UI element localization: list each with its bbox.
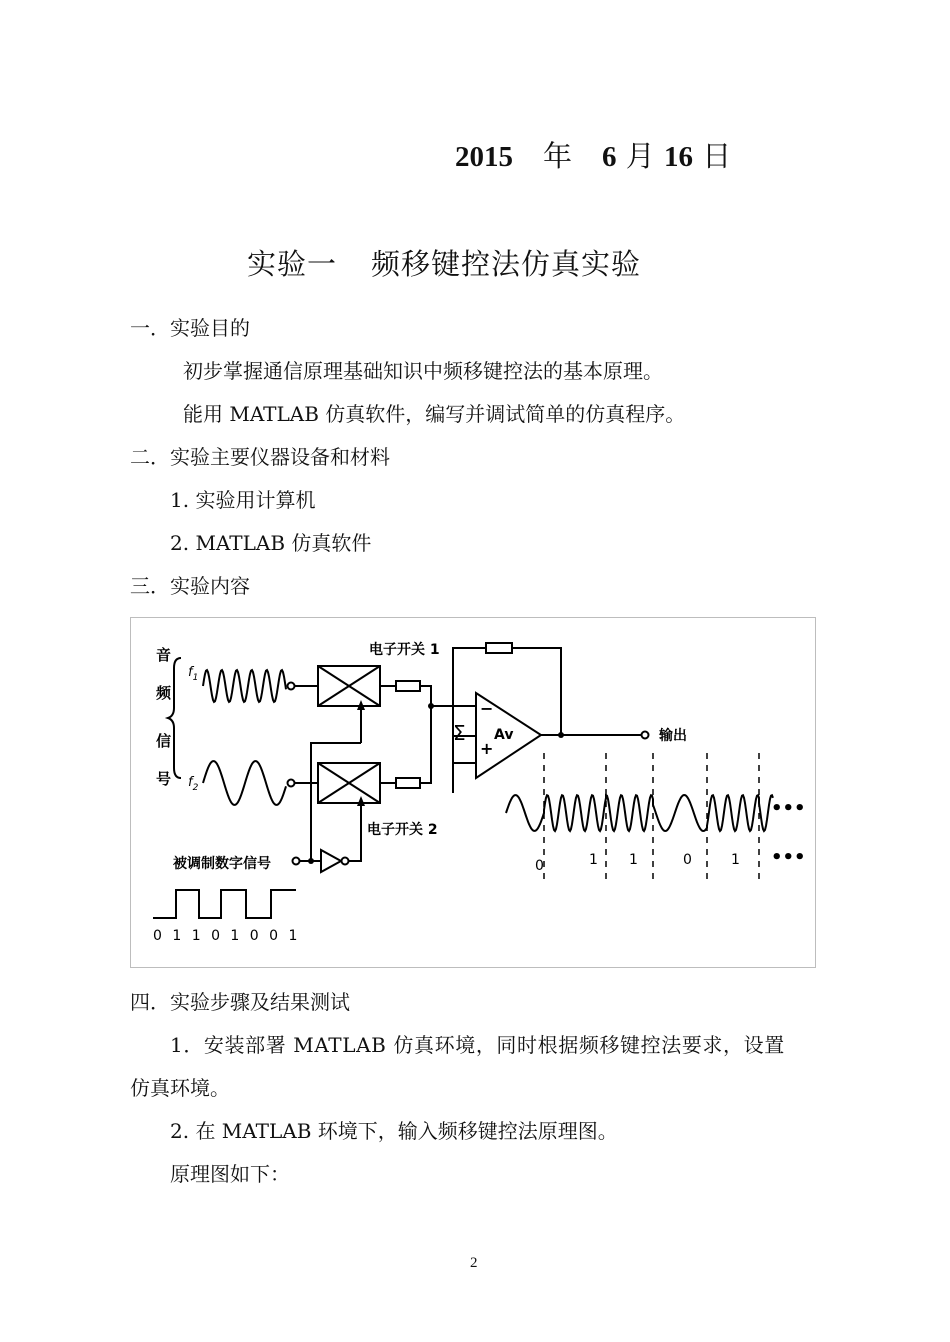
output-bit-3: 1 (629, 852, 638, 868)
fsk-schematic-svg (131, 618, 815, 967)
sigma-symbol: Σ (453, 721, 466, 745)
page-number: 2 (470, 1255, 478, 1271)
f1-terminal (288, 683, 295, 690)
title-part2: 频移键控法仿真实验 (371, 247, 642, 281)
output-label: 输出 (659, 728, 687, 744)
date-month: 6 (602, 141, 617, 173)
section1-line2: 能用 MATLAB 仿真软件，编写并调试简单的仿真程序。 (183, 402, 686, 426)
switch2-label: 电子开关 2 (367, 822, 438, 838)
section1-heading: 一．实验目的 (130, 316, 250, 340)
audio-label-4: 号 (156, 770, 172, 788)
output-terminal (642, 732, 649, 739)
f2-label: $f_2$ (188, 775, 199, 793)
section2-item1: 1. 实验用计算机 (170, 488, 316, 512)
section1-line1: 初步掌握通信原理基础知识中频移键控法的基本原理。 (183, 359, 663, 383)
digital-signal-label: 被调制数字信号 (173, 856, 271, 872)
opamp-gain-label: Av (494, 727, 514, 743)
digital-input-terminal (293, 858, 300, 865)
brace (168, 658, 181, 778)
audio-label-3: 信 (156, 732, 172, 750)
resistor2 (396, 778, 420, 788)
page-title (247, 242, 641, 283)
date-year-unit: 年 (543, 139, 573, 173)
switch1-label: 电子开关 1 (369, 642, 440, 658)
junction-output (558, 732, 564, 738)
section4-step2: 2. 在 MATLAB 环境下，输入频移键控法原理图。 (170, 1119, 618, 1143)
f2-terminal (288, 780, 295, 787)
output-bits-ellipsis: ••• (771, 847, 806, 868)
date-day: 16 (663, 141, 693, 173)
switch2-control-arrow (357, 796, 365, 806)
section4-step3: 原理图如下： (170, 1162, 290, 1186)
output-bit-5: 1 (731, 852, 740, 868)
output-wave-ellipsis: ••• (771, 798, 806, 819)
date-day-unit: 日 (702, 139, 732, 173)
date-month-unit: 月 (625, 139, 655, 173)
inverter-triangle (321, 850, 341, 872)
resistor2-out-wire (420, 706, 431, 783)
f2-waveform (203, 761, 286, 805)
f1-label: $f_1$ (188, 665, 199, 683)
audio-label-2: 频 (156, 684, 172, 702)
inverter-bubble (342, 858, 349, 865)
section2-item2: 2. MATLAB 仿真软件 (170, 531, 372, 555)
output-bit-1: 0 (535, 858, 544, 874)
opamp-plus: + (480, 739, 494, 758)
date-line (455, 134, 731, 175)
date-year: 2015 (455, 141, 513, 173)
audio-label-1: 音 (156, 646, 172, 664)
output-bit-2: 1 (589, 852, 598, 868)
fsk-output-waveform (506, 795, 773, 831)
section4-heading: 四．实验步骤及结果测试 (130, 990, 350, 1014)
f1-waveform (203, 670, 286, 702)
title-part1: 实验一 (247, 247, 338, 281)
resistor1-out-wire (420, 686, 431, 706)
section4-step1-line1: 1．安装部署 MATLAB 仿真环境，同时根据频移键控法要求，设置 (170, 1033, 785, 1057)
inverter-out-wire (349, 836, 361, 861)
digital-square-wave (153, 890, 296, 918)
opamp-minus: − (480, 699, 494, 718)
junction-sum (428, 703, 434, 709)
section3-heading: 三．实验内容 (130, 574, 250, 598)
section4-step1-line2: 仿真环境。 (130, 1076, 230, 1100)
resistor1 (396, 681, 420, 691)
feedback-resistor (486, 643, 512, 653)
fsk-schematic-figure (130, 617, 816, 968)
junction-digital (308, 858, 314, 864)
output-bit-4: 0 (683, 852, 692, 868)
input-bit-sequence: 0 1 1 0 1 0 0 1 (153, 928, 301, 944)
section2-heading: 二．实验主要仪器设备和材料 (130, 445, 390, 469)
